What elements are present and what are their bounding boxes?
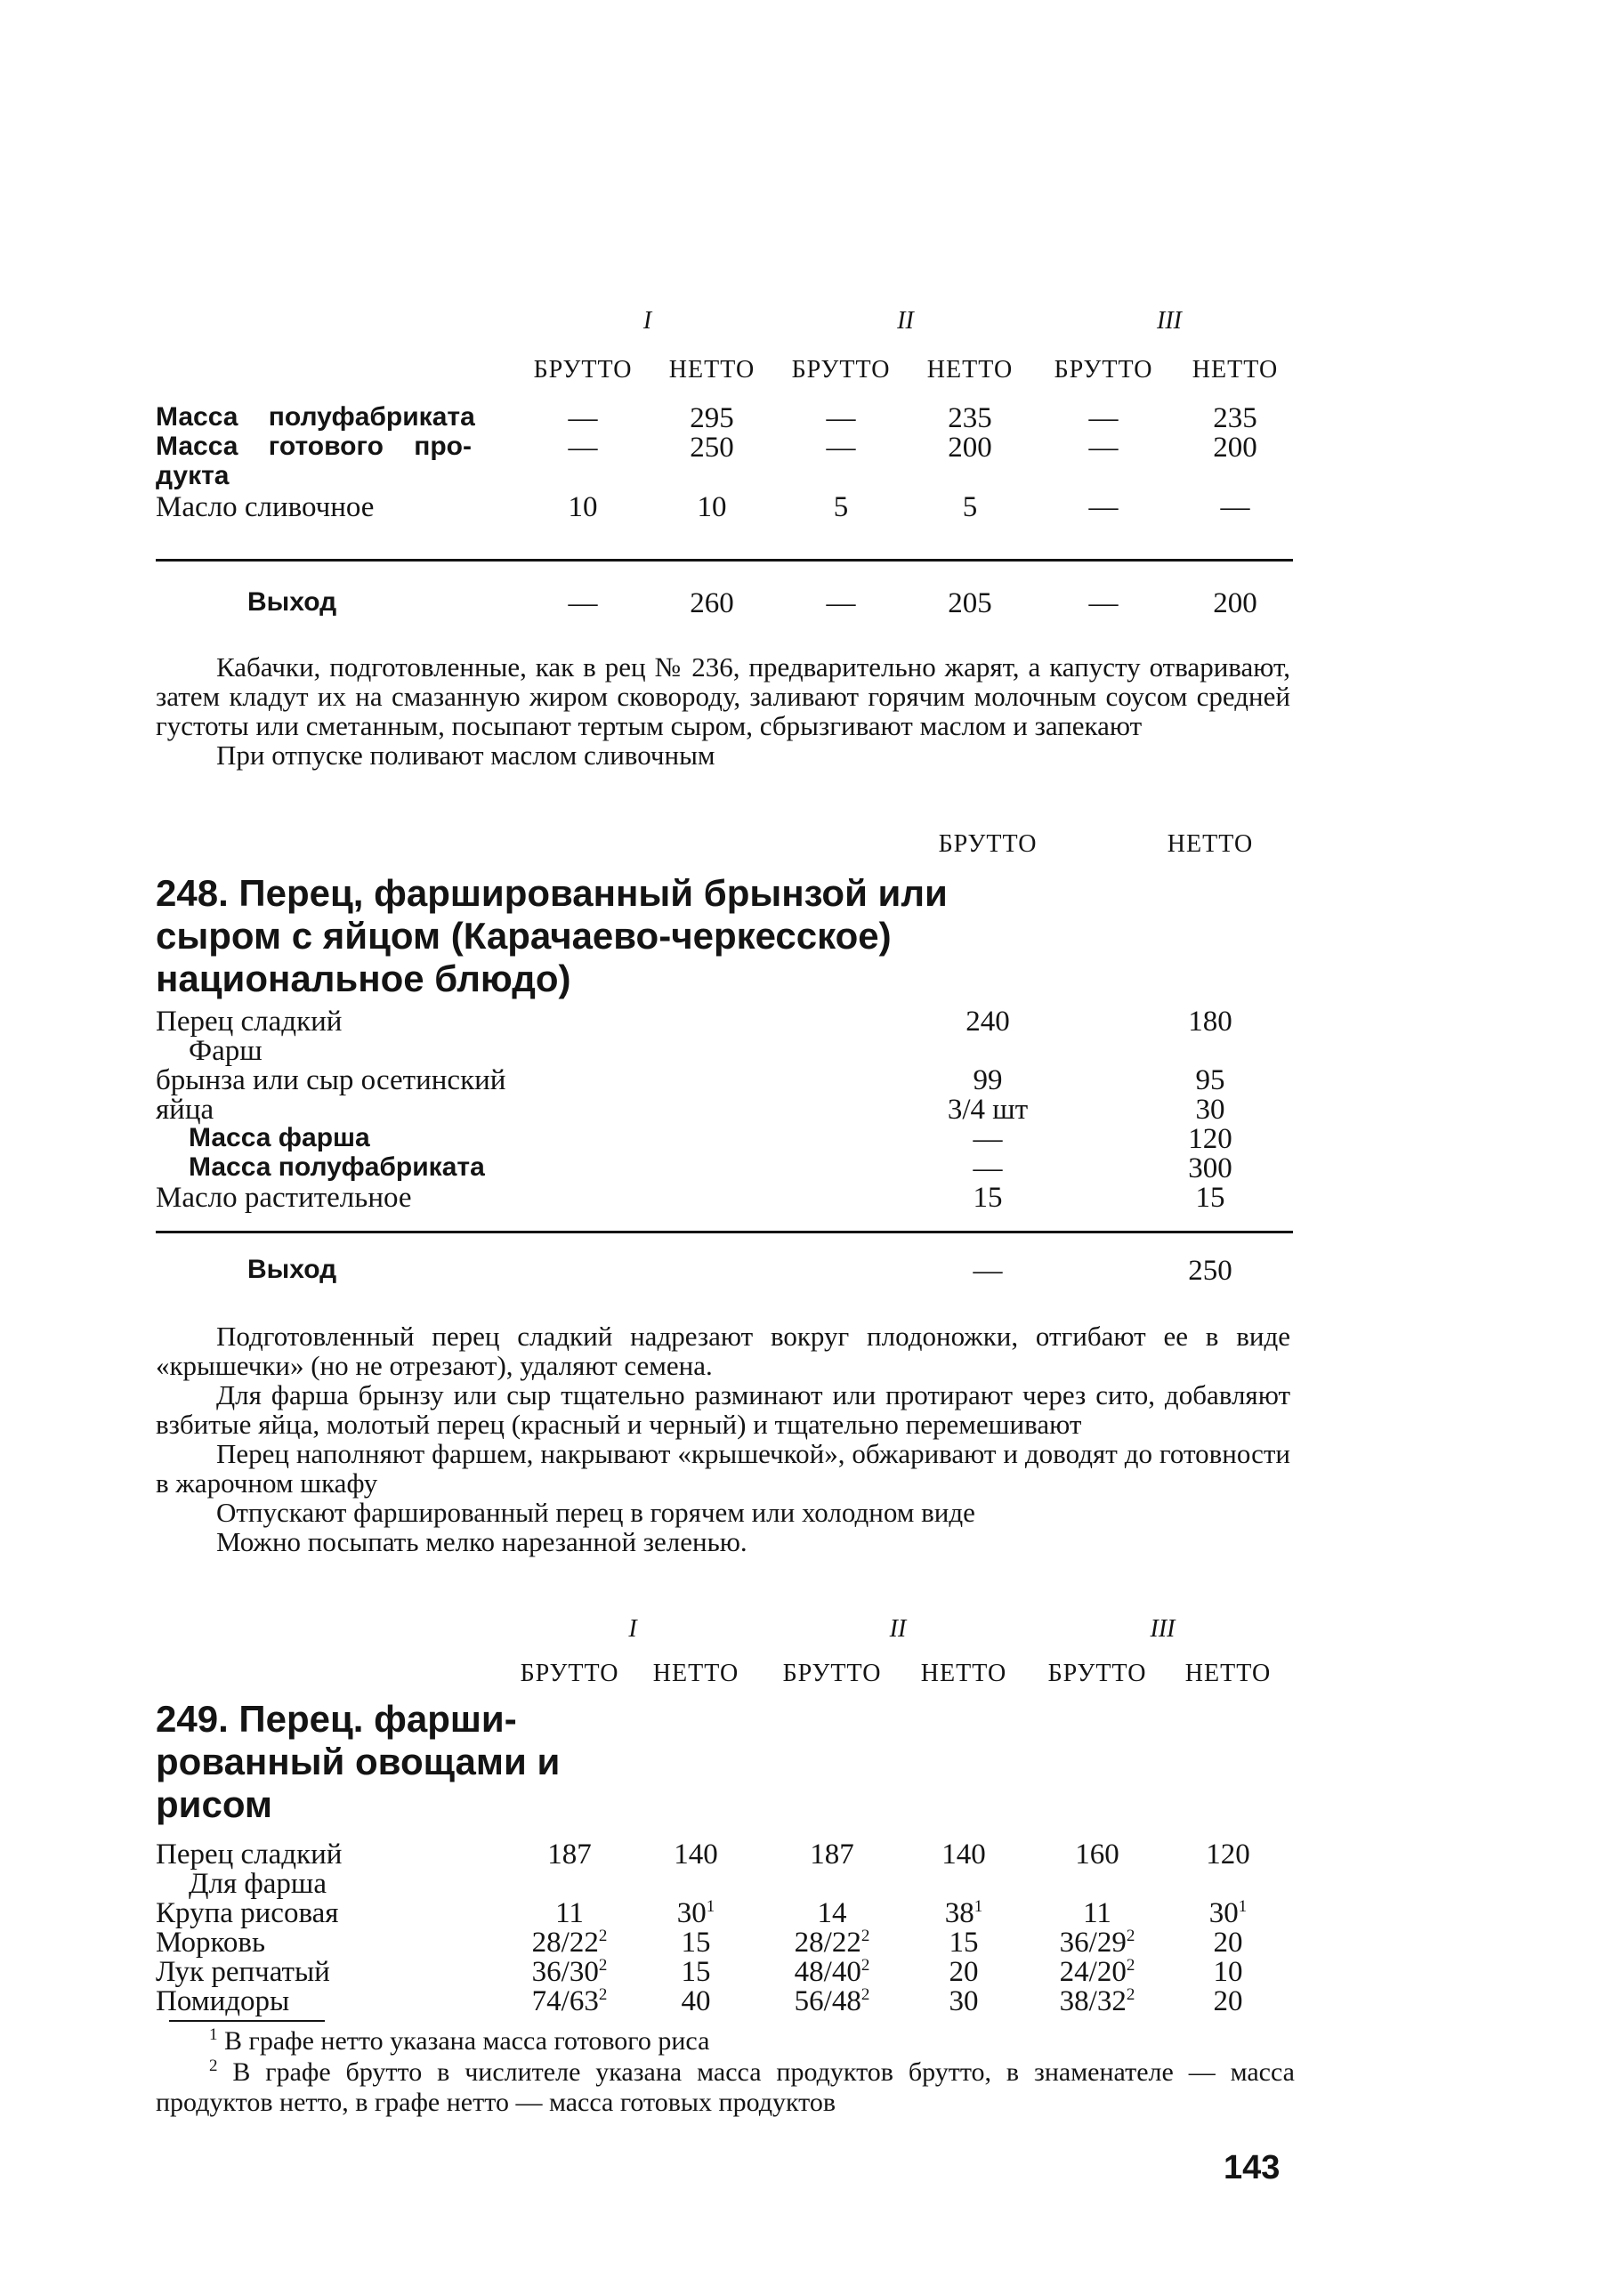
table-cell: 5 bbox=[833, 491, 849, 523]
r248-colhead-netto: НЕТТО bbox=[1167, 830, 1254, 858]
footnote-ref: 1 bbox=[706, 1897, 715, 1916]
table-cell: $56/48^2$ bbox=[794, 1985, 870, 2017]
table-cell: $28/22^2$ bbox=[794, 1927, 870, 1959]
roman-numeral: I bbox=[628, 1615, 637, 1643]
column-header: БРУТТО bbox=[791, 356, 891, 384]
text-248 bbox=[156, 1321, 1290, 1556]
table-cell: 10 bbox=[1213, 1956, 1243, 1988]
table-cell: — bbox=[568, 402, 598, 434]
table-cell: 11 bbox=[555, 1897, 584, 1929]
footnote-ref: 2 bbox=[860, 1985, 870, 2004]
table-cell: 15 bbox=[949, 1927, 979, 1959]
netto-cell: 300 bbox=[1188, 1152, 1232, 1184]
row-label: Перец сладкий bbox=[156, 1838, 343, 1871]
table-cell: 20 bbox=[1213, 1985, 1243, 2017]
output-cell: 260 bbox=[690, 587, 734, 619]
footnote-2 bbox=[156, 2057, 1295, 2118]
column-header: НЕТТО bbox=[1192, 356, 1279, 384]
row-label: Масло растительное bbox=[156, 1182, 412, 1214]
column-header: НЕТТО bbox=[920, 1660, 1007, 1687]
table-248-rule bbox=[156, 1231, 1293, 1233]
title-line: 248. Перец, фаршированный брынзой или bbox=[156, 872, 948, 914]
paragraph: При отпуске поливают маслом сливочным bbox=[216, 739, 715, 771]
table-cell: 235 bbox=[1213, 402, 1257, 434]
brutto-cell: 3/4 шт bbox=[947, 1094, 1029, 1126]
row-label: Для фарша bbox=[189, 1868, 327, 1900]
output-cell: 205 bbox=[948, 587, 992, 619]
output-label: Выход bbox=[247, 587, 337, 617]
output-cell: — bbox=[568, 587, 598, 619]
table-cell: $36/30^2$ bbox=[531, 1956, 608, 1988]
column-header: БРУТТО bbox=[1054, 356, 1153, 384]
table-cell: $74/63^2$ bbox=[531, 1985, 608, 2017]
brutto-cell: 99 bbox=[973, 1064, 1003, 1096]
output-netto: 250 bbox=[1188, 1255, 1232, 1287]
table-cell: — bbox=[568, 432, 598, 464]
row-label: Помидоры bbox=[156, 1985, 290, 2017]
table-cell: 20 bbox=[949, 1956, 979, 1988]
table-cell: $30^1$ bbox=[1208, 1897, 1248, 1929]
roman-numeral: II bbox=[897, 307, 914, 335]
column-header: НЕТТО bbox=[1184, 1660, 1272, 1687]
paragraph: Кабачки, подготовленные, как в рец № 236, предварительно жарят, а капусту отваривают, затем кладут их на смазанную жиром сковороду, заливают горячим молочным соусом средней густоты или сметанным, посыпают тертым сыром, сбрызгивают маслом и запекают bbox=[156, 651, 1290, 741]
table-cell: 10 bbox=[697, 491, 727, 523]
footnote-mark: 2 bbox=[209, 2057, 218, 2075]
table-cell: $48/40^2$ bbox=[794, 1956, 870, 1988]
netto-cell: 30 bbox=[1195, 1094, 1225, 1126]
table-cell: 40 bbox=[681, 1985, 711, 2017]
footnote-ref: 1 bbox=[974, 1897, 983, 1916]
row-label: брынза или сыр осетинский bbox=[156, 1064, 506, 1096]
paragraph: Можно посыпать мелко нарезанной зеленью. bbox=[216, 1526, 747, 1557]
footnote-rule bbox=[169, 2020, 325, 2022]
title-line: сыром с яйцом (Карачаево-черкесское) bbox=[156, 915, 892, 957]
text-1 bbox=[156, 652, 1290, 770]
table-cell: $28/22^2$ bbox=[531, 1927, 608, 1959]
netto-cell: 180 bbox=[1188, 1006, 1232, 1038]
row-label: Масло сливочное bbox=[156, 491, 375, 523]
footnote-ref: 2 bbox=[1126, 1956, 1135, 1975]
table-cell: $24/20^2$ bbox=[1059, 1956, 1135, 1988]
table-cell: 187 bbox=[547, 1838, 592, 1871]
paragraph: Отпускают фаршированный перец в горячем или холодном виде bbox=[216, 1497, 975, 1528]
column-header: НЕТТО bbox=[652, 1660, 739, 1687]
footnote-text: В графе нетто указана масса готового риса bbox=[224, 2026, 710, 2056]
row-label: Масса фарша bbox=[189, 1123, 370, 1152]
row-label: Масса полуфабриката bbox=[156, 402, 475, 432]
title-line: рисом bbox=[156, 1783, 273, 1825]
row-label: яйца bbox=[156, 1094, 214, 1126]
row-label: Масса полуфабриката bbox=[189, 1152, 485, 1182]
footnote-1 bbox=[209, 2026, 709, 2057]
paragraph: Для фарша брынзу или сыр тщательно разминают или протирают через сито, добавляют взбитые яйца, молотый перец (красный и черный) и тщательно перемешивают bbox=[156, 1379, 1290, 1440]
footnote-ref: 2 bbox=[860, 1927, 870, 1945]
roman-numeral: II bbox=[889, 1615, 907, 1643]
output-label: Выход bbox=[247, 1255, 337, 1284]
table-cell: — bbox=[1088, 402, 1119, 434]
table-cell: $38/32^2$ bbox=[1059, 1985, 1135, 2017]
output-cell: — bbox=[1088, 587, 1119, 619]
table-cell: 15 bbox=[681, 1927, 711, 1959]
netto-cell: 15 bbox=[1195, 1182, 1225, 1214]
table-cell: — bbox=[1220, 491, 1250, 523]
paragraph: Подготовленный перец сладкий надрезают вокруг плодоножки, отгибают ее в виде «крышечки» (но не отрезают), удаляют семена. bbox=[156, 1321, 1290, 1381]
table-cell: $36/29^2$ bbox=[1059, 1927, 1135, 1959]
table-cell: 120 bbox=[1206, 1838, 1250, 1871]
netto-cell: 120 bbox=[1188, 1123, 1232, 1155]
footnote-ref: 2 bbox=[598, 1927, 608, 1945]
footnote-text: В графе брутто в числителе указана масса продуктов брутто, в знаменателе — масса продуктов нетто, в графе нетто — масса готовых продуктов bbox=[156, 2057, 1295, 2117]
netto-cell: 95 bbox=[1195, 1064, 1225, 1096]
table-cell: 11 bbox=[1083, 1897, 1111, 1929]
column-header: БРУТТО bbox=[1047, 1660, 1147, 1687]
brutto-cell: 15 bbox=[973, 1182, 1003, 1214]
row-label: Перец сладкий bbox=[156, 1006, 343, 1038]
footnote-mark: 1 bbox=[209, 2025, 218, 2044]
table-cell: 250 bbox=[690, 432, 734, 464]
table-cell: 30 bbox=[949, 1985, 979, 2017]
table-cell: $38^1$ bbox=[944, 1897, 983, 1929]
row-label: Морковь bbox=[156, 1927, 266, 1959]
roman-numeral: I bbox=[642, 307, 652, 335]
table-cell: $30^1$ bbox=[676, 1897, 715, 1929]
table-cell: 10 bbox=[568, 491, 598, 523]
brutto-cell: 240 bbox=[966, 1006, 1010, 1038]
table-1-rule bbox=[156, 559, 1293, 562]
output-cell: — bbox=[826, 587, 856, 619]
roman-numeral: III bbox=[1157, 307, 1182, 335]
row-label: Крупа рисовая bbox=[156, 1897, 339, 1929]
row-label-continuation: дукта bbox=[156, 461, 230, 490]
table-cell: — bbox=[1088, 432, 1119, 464]
table-cell: 200 bbox=[1213, 432, 1257, 464]
table-cell: 20 bbox=[1213, 1927, 1243, 1959]
title-line: национальное блюдо) bbox=[156, 958, 571, 999]
footnote-ref: 2 bbox=[1126, 1985, 1135, 2004]
brutto-cell: — bbox=[973, 1123, 1003, 1155]
row-label: Масса готового про- bbox=[156, 432, 472, 461]
recipe-249-title bbox=[156, 1698, 560, 1826]
roman-numeral: III bbox=[1150, 1615, 1176, 1643]
recipe-248-title bbox=[156, 872, 948, 1000]
title-line: рованный овощами и bbox=[156, 1741, 561, 1782]
column-header: БРУТТО bbox=[782, 1660, 882, 1687]
output-cell: 200 bbox=[1213, 587, 1257, 619]
table-cell: 160 bbox=[1075, 1838, 1119, 1871]
column-header: БРУТТО bbox=[533, 356, 633, 384]
table-cell: 5 bbox=[962, 491, 978, 523]
column-header: НЕТТО bbox=[926, 356, 1014, 384]
table-cell: 187 bbox=[810, 1838, 854, 1871]
table-cell: 140 bbox=[674, 1838, 718, 1871]
page-number: 143 bbox=[1224, 2149, 1281, 2186]
footnote-ref: 2 bbox=[1126, 1927, 1135, 1945]
table-cell: 140 bbox=[941, 1838, 986, 1871]
paragraph: Перец наполняют фаршем, накрывают «крышечкой», обжаривают и доводят до готовности в жарочном шкафу bbox=[156, 1438, 1290, 1499]
table-cell: 295 bbox=[690, 402, 734, 434]
footnote-ref: 2 bbox=[860, 1956, 870, 1975]
column-header: НЕТТО bbox=[668, 356, 755, 384]
output-brutto: — bbox=[973, 1255, 1003, 1287]
row-label: Лук репчатый bbox=[156, 1956, 330, 1988]
footnote-ref: 1 bbox=[1238, 1897, 1248, 1916]
table-cell: 14 bbox=[817, 1897, 847, 1929]
column-header: БРУТТО bbox=[520, 1660, 619, 1687]
table-cell: — bbox=[826, 402, 856, 434]
table-cell: 15 bbox=[681, 1956, 711, 1988]
brutto-cell: — bbox=[973, 1152, 1003, 1184]
table-cell: 235 bbox=[948, 402, 992, 434]
table-cell: — bbox=[826, 432, 856, 464]
table-cell: 200 bbox=[948, 432, 992, 464]
footnote-ref: 2 bbox=[598, 1956, 608, 1975]
table-cell: — bbox=[1088, 491, 1119, 523]
footnote-ref: 2 bbox=[598, 1985, 608, 2004]
r248-colhead-brutto: БРУТТО bbox=[938, 830, 1038, 858]
row-label: Фарш bbox=[189, 1035, 263, 1067]
title-line: 249. Перец. фарши- bbox=[156, 1698, 517, 1740]
